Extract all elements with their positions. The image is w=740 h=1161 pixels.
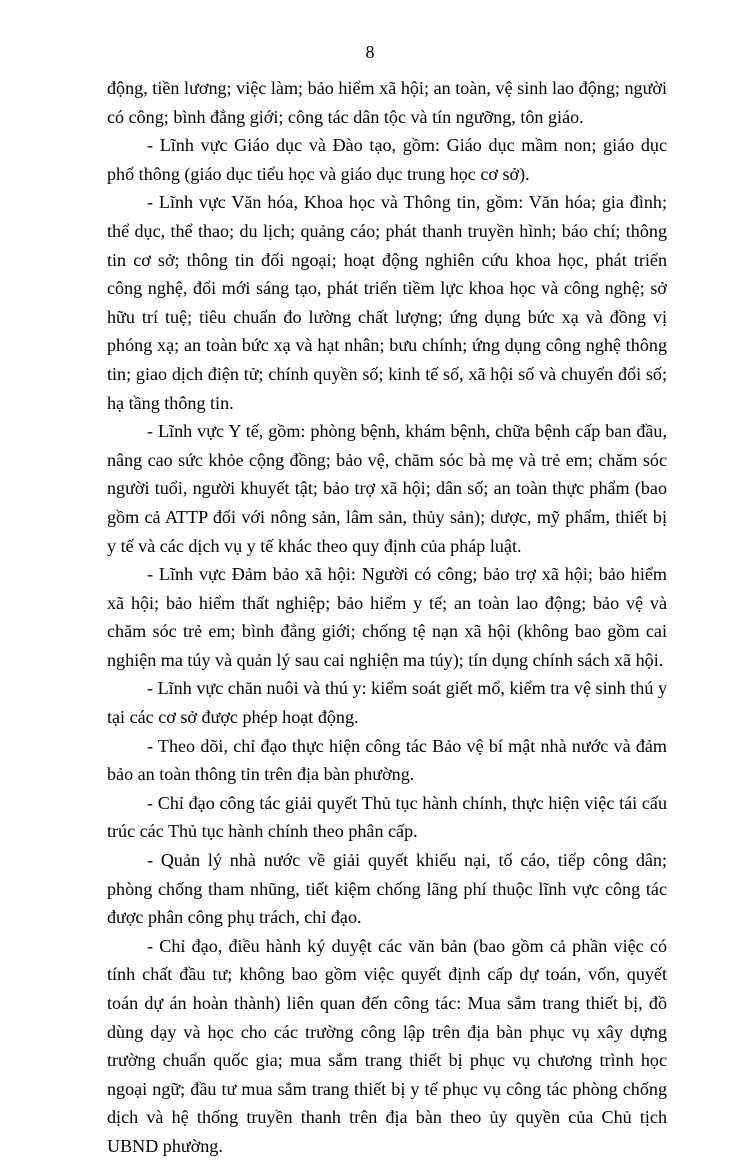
page-number: 8 bbox=[365, 42, 375, 62]
paragraph-social-security: - Lĩnh vực Đảm bảo xã hội: Người có công; bảo trợ xã hội; bảo hiểm xã hội; bảo hiểm thất nghiệp; bảo hiểm y tế; an toàn lao động; bảo vệ và chăm sóc trẻ em; bình đẳng giới; chống tệ nạn xã hội (không bao gồm cai nghiện ma túy và quản lý sau cai nghiện ma túy); tín dụng chính sách xã hội. bbox=[107, 564, 667, 670]
paragraph-continuation: động, tiền lương; việc làm; bảo hiểm xã hội; an toàn, vệ sinh lao động; người có công; bình đẳng giới; công tác dân tộc và tín ngưỡng, tôn giáo. bbox=[107, 78, 667, 127]
paragraph-livestock: - Lĩnh vực chăn nuôi và thú y: kiểm soát giết mổ, kiểm tra vệ sinh thú y tại các cơ sở được phép hoạt động. bbox=[107, 678, 667, 728]
document-body bbox=[107, 74, 667, 1161]
paragraph-culture-science: - Lĩnh vực Văn hóa, Khoa học và Thông tin, gồm: Văn hóa; gia đình; thể dục, thể thao; du lịch; quảng cáo; phát thanh truyền hình; báo chí; thông tin cơ sở; thông tin đối ngoại; hoạt động nghiên cứu khoa học, phát triển công nghệ, đổi mới sáng tạo, phát triển tiềm lực khoa học và công nghệ; sở hữu trí tuệ; tiêu chuẩn đo lường chất lượng; ứng dụng bức xạ và đồng vị phóng xạ; an toàn bức xạ và hạt nhân; bưu chính; ứng dụng công nghệ thông tin; giao dịch điện tử; chính quyền số; kinh tế số, xã hội số và chuyển đổi số; hạ tầng thông tin. bbox=[107, 192, 667, 413]
paragraph-education: - Lĩnh vực Giáo dục và Đào tạo, gồm: Giáo dục mầm non; giáo dục phổ thông (giáo dục tiểu học và giáo dục trung học cơ sở). bbox=[107, 135, 667, 184]
paragraph-admin-procedures: - Chỉ đạo công tác giải quyết Thủ tục hành chính, thực hiện việc tái cấu trúc các Thủ tục hành chính theo phân cấp. bbox=[107, 792, 667, 842]
paragraph-procurement: - Chỉ đạo, điều hành ký duyệt các văn bản (bao gồm cả phần việc có tính chất đầu tư; không bao gồm việc quyết định cấp dự toán, vốn, quyết toán dự án hoàn thành) liên quan đến công tác: Mua sắm trang thiết bị, đồ dùng dạy và học cho các trường công lập trên địa bàn phục vụ xây dựng trường chuẩn quốc gia; mua sắm trang thiết bị phục vụ chương trình học ngoại ngữ; đầu tư mua sắm trang thiết bị y tế phục vụ công tác phòng chống dịch và hệ thống truyền thanh trên địa bàn theo ủy quyền của Chủ tịch UBND phường. bbox=[107, 935, 667, 1156]
paragraph-complaints: - Quản lý nhà nước về giải quyết khiếu nại, tố cáo, tiếp công dân; phòng chống tham nhũng, tiết kiệm chống lãng phí thuộc lĩnh vực công tác được phân công phụ trách, chỉ đạo. bbox=[107, 850, 667, 928]
paragraph-health: - Lĩnh vực Y tế, gồm: phòng bệnh, khám bệnh, chữa bệnh cấp ban đầu, nâng cao sức khỏe cộng đồng; bảo vệ, chăm sóc bà mẹ và trẻ em; chăm sóc người tuổi, người khuyết tật; bảo trợ xã hội; dân số; an toàn thực phẩm (bao gồm cả ATTP đối với nông sản, lâm sản, thủy sản); dược, mỹ phẩm, thiết bị y tế và các dịch vụ y tế khác theo quy định của pháp luật. bbox=[107, 421, 667, 556]
paragraph-state-secrets: - Theo dõi, chỉ đạo thực hiện công tác Bảo vệ bí mật nhà nước và đảm bảo an toàn thông tin trên địa bàn phường. bbox=[107, 735, 667, 785]
